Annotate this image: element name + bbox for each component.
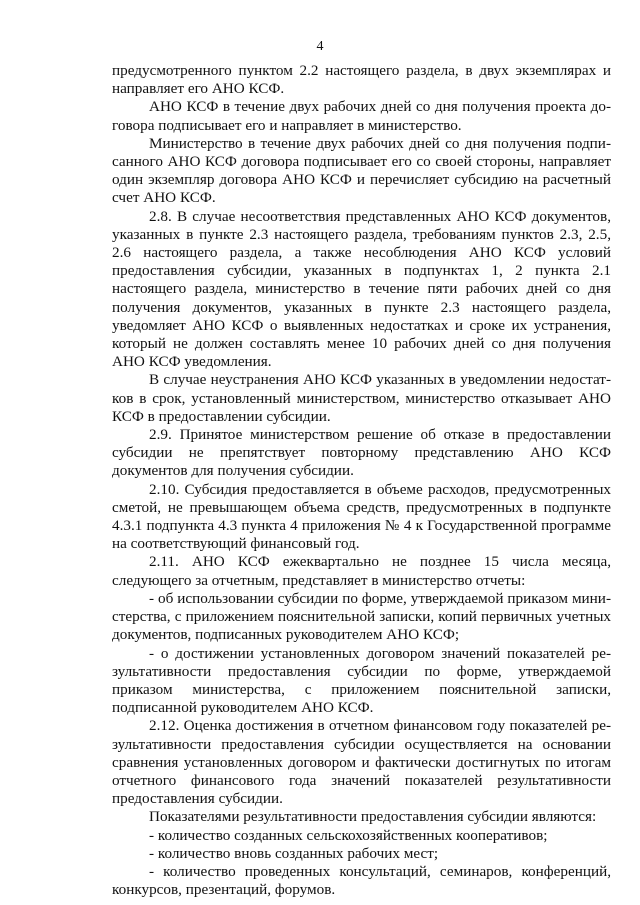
paragraph-2-10: 2.10. Субсидия предоставляется в объеме расходов, предусмотренных сметой, не превышающем объема средств, предусмотренных в подпункте 4.3.1 подпункта 4.3 пункта 4 приложения № 4 к Государственной программе на соответствующий финансовый год. xyxy=(112,480,611,553)
list-item-usage-report: - об использовании субсидии по форме, утверждаемой приказом министерства, с приложением пояснительной записки, копий первичных учетных документов, подписанных руководителем АНО КСФ; xyxy=(112,589,611,644)
list-item-results-report: - о достижении установленных договором значений показателей результативности предоставления субсидии по форме, утверждаемой приказом министерства, с приложением пояснительной записки, подписанной руководителем АНО КСФ. xyxy=(112,644,611,717)
page-number: 4 xyxy=(316,39,324,54)
list-item-events: - количество проведенных консультаций, семинаров, конференций, конкурсов, презентаций, форумов. xyxy=(112,862,611,899)
paragraph-refusal: В случае неустранения АНО КСФ указанных в уведомлении недостатков в срок, установленный министерством, министерство отказывает АНО КСФ в предоставлении субсидии. xyxy=(112,371,611,425)
paragraph-2-8: 2.8. В случае несоответствия представленных АНО КСФ документов, указанных в пункте 2.3 настоящего раздела, требованиям пунктов 2.3, 2.5, 2.6 настоящего раздела, а также несоблюдения АНО КСФ условий предоставления субсидии, указанных в подпунктах 1, 2 пункта 2.1 настоящего раздела, министерство в течение пяти рабочих дней со дня получения документов, указанных в пункте 2.3 настоящего раздела, уведомляет АНО КСФ о выявленных недостатках и сроке их устранения, который не должен составлять менее 10 рабочих дней со дня получения АНО КСФ уведомления. xyxy=(112,207,611,371)
paragraph-2-9: 2.9. Принятое министерством решение об отказе в предоставлении субсидии не препятствует повторному представлению АНО КСФ документов для получения субсидии. xyxy=(112,426,611,480)
list-item-cooperatives: - количество созданных сельскохозяйственных кооперативов; xyxy=(149,826,548,844)
document-body xyxy=(112,62,611,899)
paragraph-2-12: 2.12. Оценка достижения в отчетном финансовом году показателей результативности предоставления субсидии осуществляется на основании сравнения установленных договором и фактически достигнутых по итогам отчетного финансового года значений показателей результативности предоставления субсидии. xyxy=(112,717,611,808)
paragraph-ano-signs: АНО КСФ в течение двух рабочих дней со дня получения проекта договора подписывает его и направляет в министерство. xyxy=(112,98,611,134)
paragraph-ministry-signs: Министерство в течение двух рабочих дней со дня получения подписанного АНО КСФ договора подписывает его со своей стороны, направляет один экземпляр договора АНО КСФ и перечисляет субсидию на расчетный счет АНО КСФ. xyxy=(112,134,611,207)
list-item-jobs: - количество вновь созданных рабочих мест; xyxy=(149,844,439,862)
paragraph-2-11: 2.11. АНО КСФ ежеквартально не позднее 15 числа месяца, следующего за отчетным, представляет в министерство отчеты: xyxy=(112,553,611,589)
paragraph-indicators-intro: Показателями результативности предоставления субсидии являются: xyxy=(149,808,597,826)
paragraph-continuation: предусмотренного пунктом 2.2 настоящего раздела, в двух экземплярах и направляет его АНО КСФ. xyxy=(112,62,611,98)
